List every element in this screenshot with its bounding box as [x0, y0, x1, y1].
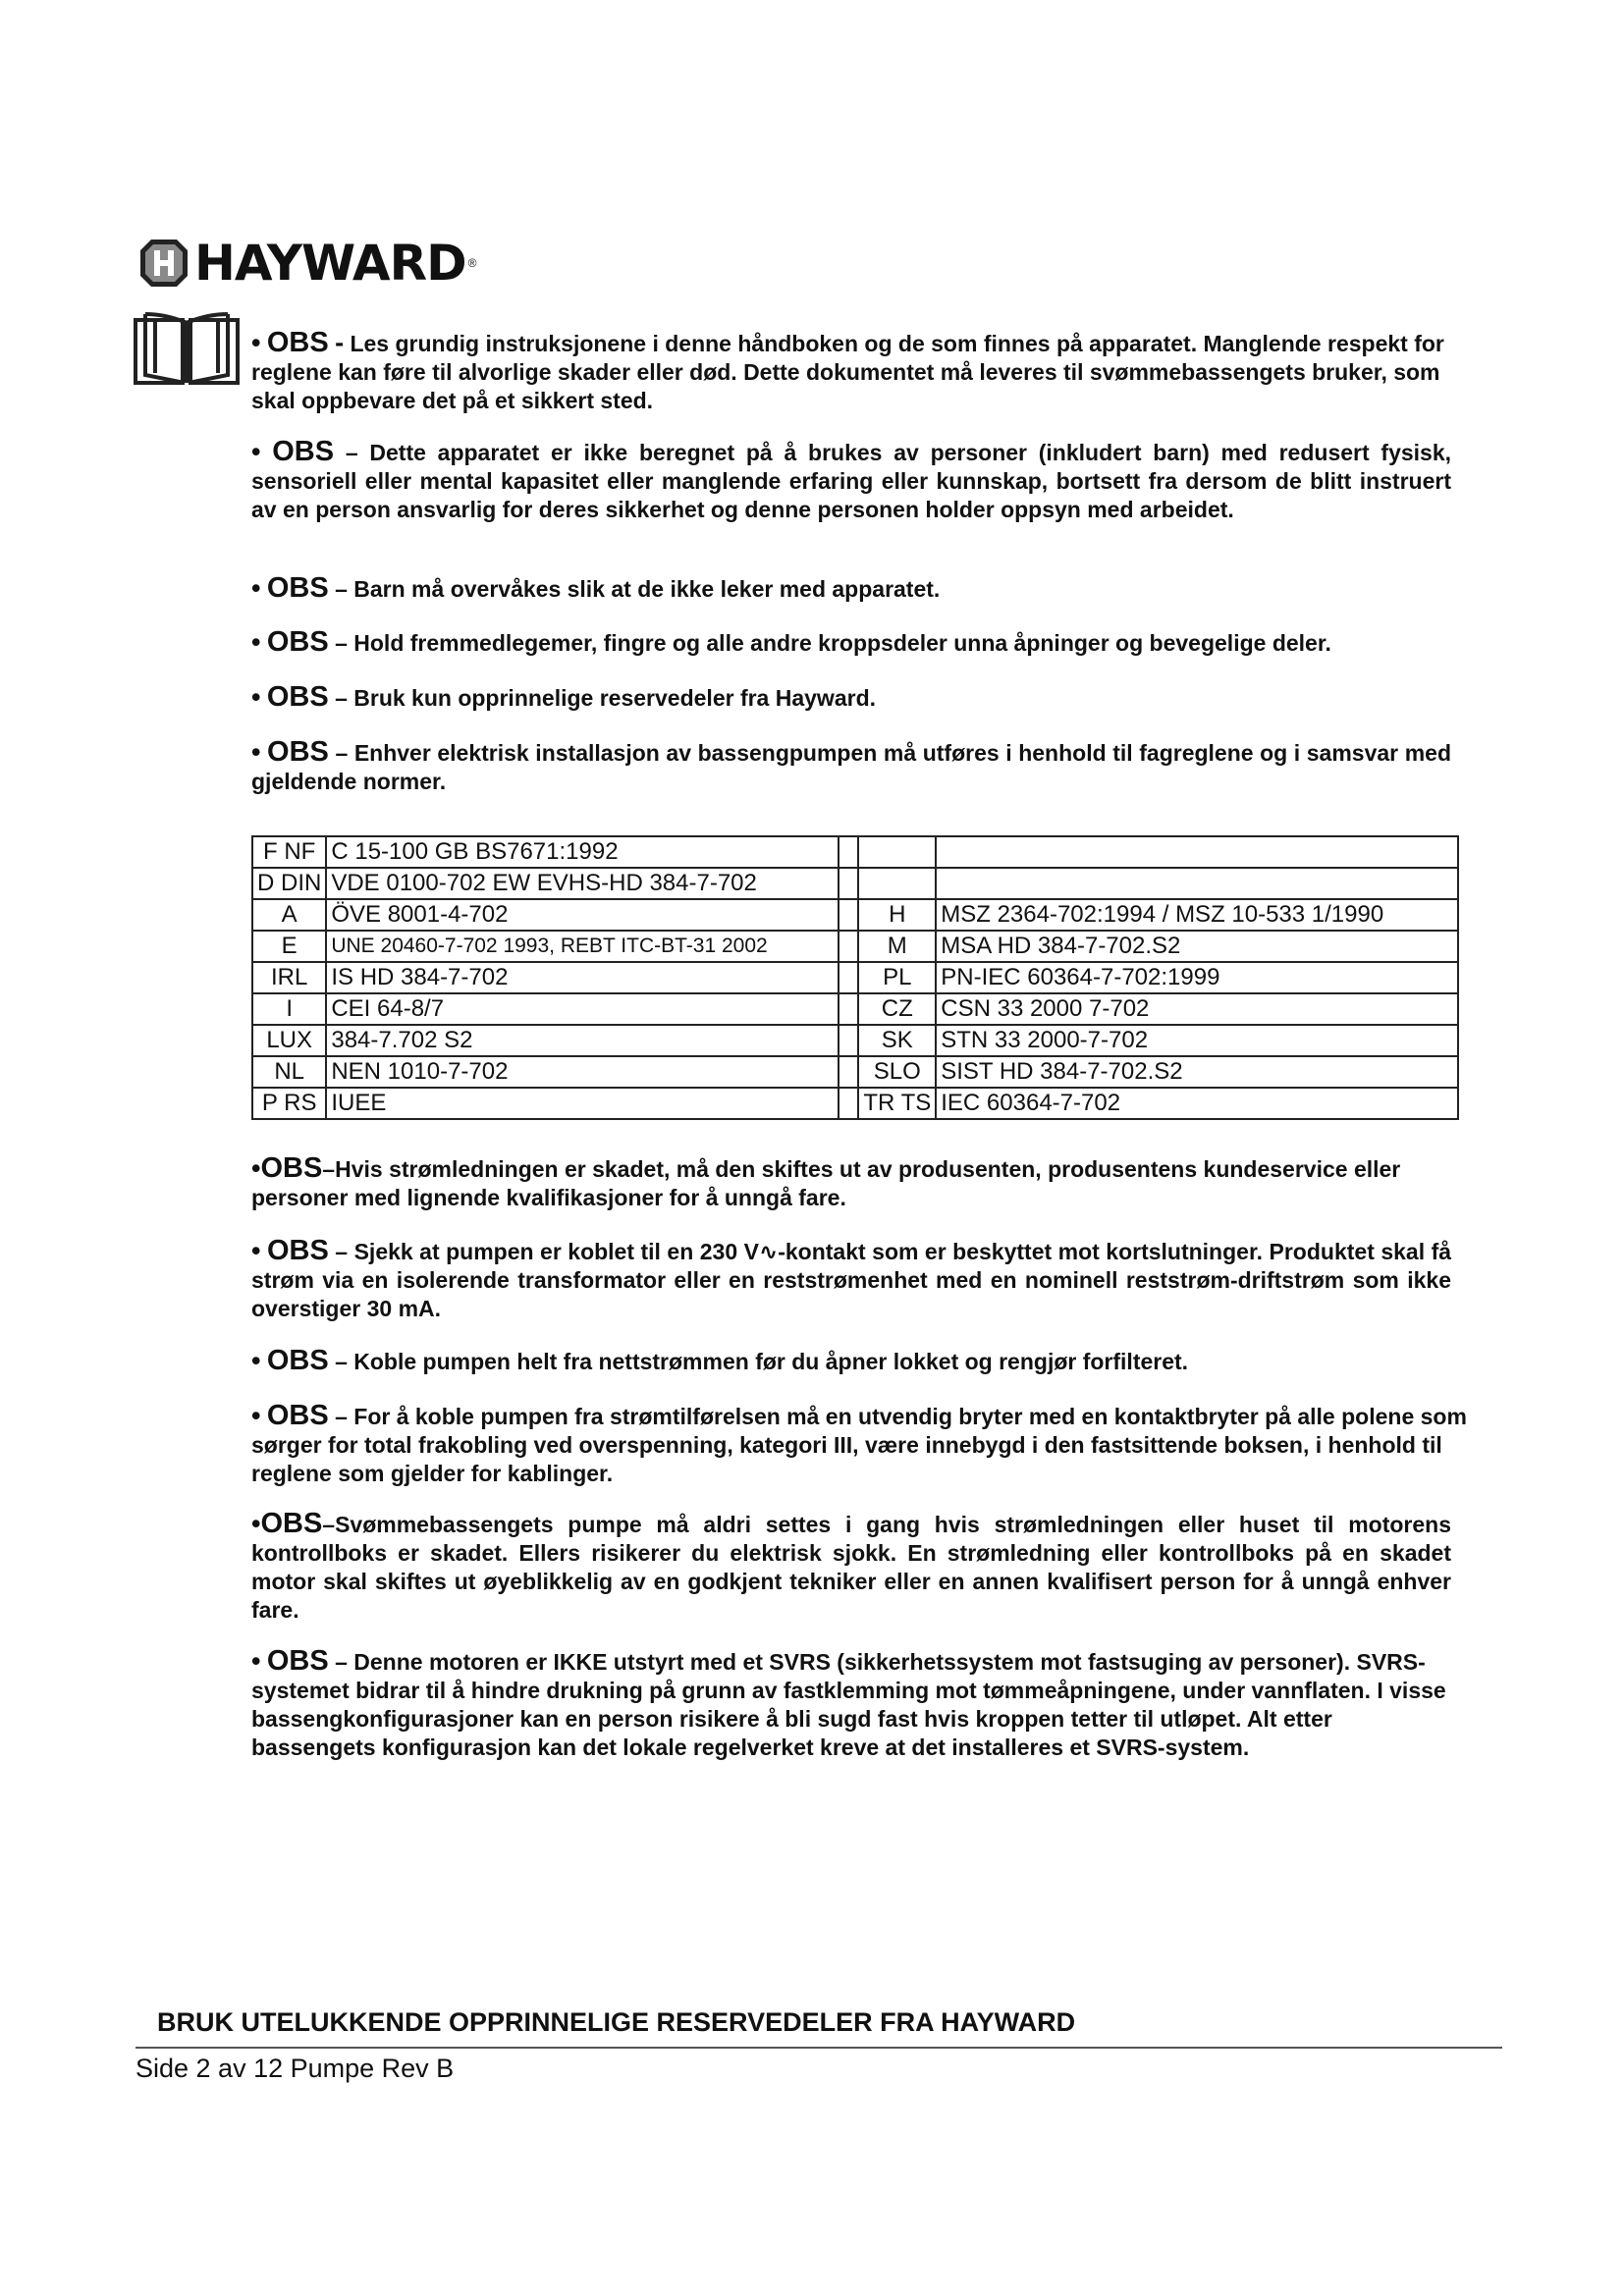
country-code: TR TS	[858, 1088, 936, 1119]
obs-label: OBS	[260, 1152, 323, 1184]
norm-name: CSN 33 2000 7-702	[936, 993, 1458, 1025]
table-row	[252, 962, 1458, 993]
norm-name: IS HD 384-7-702	[326, 962, 839, 993]
notice-text: Dette apparatet er ikke beregnet på å brukes av personer (inkludert barn) med redusert fysisk, sensoriell eller mental kapasitet eller manglende erfaring eller kunnskap, bortsett fra dersom de blitt instruert av en person ansvarlig for deres sikkerhet og denne personen holder oppsyn med arbeidet.	[251, 440, 1452, 522]
country-code: P RS	[252, 1088, 326, 1119]
country-code: M	[858, 931, 936, 962]
notice-6: • OBS – Enhver elektrisk installasjon av bassengpumpen må utføres i henhold til fagreglene og i samsvar med gjeldende normer.	[251, 736, 1451, 794]
column-gap	[839, 868, 858, 899]
column-gap	[839, 1025, 858, 1056]
column-gap	[839, 962, 858, 993]
country-code: D DIN	[252, 868, 326, 899]
obs-separator: –	[335, 576, 348, 602]
obs-label: OBS	[266, 327, 329, 358]
hayward-h-icon	[139, 239, 189, 288]
registered-mark: ®	[467, 256, 477, 270]
column-gap	[839, 931, 858, 962]
norm-name: C 15-100 GB BS7671:1992	[326, 836, 839, 868]
notice-text: Svømmebassengets pumpe må aldri settes i gang hvis strømledningen eller huset til motorens kontrollboks er skadet. Ellers risikerer du elektrisk sjokk. En strømledning eller kontrollboks på en skadet motor skal skiftes ut øyeblikkelig av en godkjent tekniker eller en annen kvalifisert person for å unngå enhver fare.	[251, 1512, 1451, 1623]
norm-name: 384-7.702 S2	[326, 1025, 839, 1056]
country-code: PL	[858, 962, 936, 993]
norm-name: SIST HD 384-7-702.S2	[936, 1056, 1458, 1088]
country-code: E	[252, 931, 326, 962]
table-row	[252, 1025, 1458, 1056]
country-code: SK	[858, 1025, 936, 1056]
notice-9: • OBS – Koble pumpen helt fra nettstrømmen før du åpner lokket og rengjør forfilteret.	[251, 1345, 1189, 1376]
obs-separator: –	[335, 740, 349, 766]
norm-name	[936, 868, 1458, 899]
obs-separator: –	[322, 1156, 336, 1182]
obs-label: OBS	[267, 736, 329, 768]
notice-8: • OBS – Sjekk at pumpen er koblet til en 230 V∿-kontakt som er beskyttet mot kortslutninger. Produktet skal få strøm via en isolerende transformator eller en reststrømenhet med en nominell reststrøm-driftstrøm som ikke overstiger 30 mA.	[251, 1235, 1452, 1321]
table-row	[252, 899, 1458, 931]
table-row	[252, 993, 1458, 1025]
notice-text: Sjekk at pumpen er koblet til en 230 V∿-kontakt som er beskyttet mot kortslutninger. Produktet skal få strøm via en isolerende transformator eller en reststrømenhet med en nominell reststrøm-driftstrøm som ikke overstiger 30 mA.	[251, 1239, 1452, 1321]
notice-5: • OBS – Bruk kun opprinnelige reservedeler fra Hayward.	[251, 681, 877, 713]
column-gap	[839, 993, 858, 1025]
country-code: NL	[252, 1056, 326, 1088]
norm-name	[936, 836, 1458, 868]
hayward-logo	[139, 236, 476, 291]
notice-11: •OBS–Svømmebassengets pumpe må aldri settes i gang hvis strømledningen eller huset til motorens kontrollboks er skadet. Ellers risikerer du elektrisk sjokk. En strømledning eller kontrollboks på en skadet motor skal skiftes ut øyeblikkelig av en godkjent tekniker eller en annen kvalifisert person for å unngå enhver fare.	[251, 1508, 1451, 1623]
obs-separator: –	[335, 1649, 348, 1675]
obs-separator: –	[335, 630, 348, 656]
norm-name: UNE 20460-7-702 1993, REBT ITC-BT-31 2002	[326, 931, 839, 962]
notice-text: Bruk kun opprinnelige reservedeler fra Hayward.	[353, 685, 877, 711]
column-gap	[839, 836, 858, 868]
country-code: A	[252, 899, 326, 931]
obs-label: OBS	[266, 626, 329, 658]
notice-4: • OBS – Hold fremmedlegemer, fingre og alle andre kroppsdeler unna åpninger og bevegelige deler.	[251, 626, 1331, 658]
obs-label: OBS	[266, 1235, 329, 1266]
norm-name: CEI 64-8/7	[326, 993, 839, 1025]
country-code	[858, 868, 936, 899]
table-row	[252, 1056, 1458, 1088]
norm-name: ÖVE 8001-4-702	[326, 899, 839, 931]
obs-separator: –	[335, 685, 348, 711]
country-code: IRL	[252, 962, 326, 993]
norm-name: IEC 60364-7-702	[936, 1088, 1458, 1119]
norm-name: MSZ 2364-702:1994 / MSZ 10-533 1/1990	[936, 899, 1458, 931]
obs-label: OBS	[266, 681, 329, 713]
column-gap	[839, 899, 858, 931]
notice-text: Les grundig instruksjonene i denne håndboken og de som finnes på apparatet. Manglende respekt for reglene kan føre til alvorlige skader eller død. Dette dokumentet må leveres til svømmebassengets bruker, som skal oppbevare det på et sikkert sted.	[251, 331, 1444, 413]
footer-divider	[135, 2047, 1502, 2049]
table-row	[252, 836, 1458, 868]
notice-12: • OBS – Denne motoren er IKKE utstyrt med et SVRS (sikkerhetssystem mot fastsuging av personer). SVRS-systemet bidrar til å hindre drukning på grunn av fastklemming mot tømmeåpningene, under vannflaten. I visse bassengkonfigurasjoner kan en person risikere å bli sugd fast hvis kroppen tetter til utløpet. Alt etter bassengets konfigurasjon kan det lokale regelverket kreve at det installeres et SVRS-system.	[251, 1645, 1446, 1760]
norm-name: MSA HD 384-7-702.S2	[936, 931, 1458, 962]
notice-10: • OBS – For å koble pumpen fra strømtilførelsen må en utvendig bryter med en kontaktbryter på alle polene som sørger for total frakobling ved overspenning, kategori III, være innebygd i den fastsittende boksen, i henhold til reglene som gjelder for kablinger.	[251, 1400, 1467, 1486]
notice-text: Enhver elektrisk installasjon av bassengpumpen må utføres i henhold til fagreglene og i samsvar med gjeldende normer.	[251, 740, 1451, 794]
country-code: F NF	[252, 836, 326, 868]
obs-label: OBS	[266, 1345, 329, 1376]
notice-1: • OBS - Les grundig instruksjonene i denne håndboken og de som finnes på apparatet. Manglende respekt for reglene kan føre til alvorlige skader eller død. Dette dokumentet må leveres til svømmebassengets bruker, som skal oppbevare det på et sikkert sted.	[251, 327, 1444, 413]
country-code: H	[858, 899, 936, 931]
notice-text: For å koble pumpen fra strømtilførelsen må en utvendig bryter med en kontaktbryter på alle polene som sørger for total frakobling ved overspenning, kategori III, være innebygd i den fastsittende boksen, i henhold til reglene som gjelder for kablinger.	[251, 1404, 1467, 1486]
obs-separator: –	[345, 440, 358, 465]
norm-name: IUEE	[326, 1088, 839, 1119]
obs-separator: –	[335, 1349, 348, 1374]
notice-text: Hvis strømledningen er skadet, må den skiftes ut av produsenten, produsentens kundeservice eller personer med lignende kvalifikasjoner for å unngå fare.	[251, 1156, 1401, 1210]
country-code: I	[252, 993, 326, 1025]
manual-book-icon	[132, 312, 242, 389]
norm-name: PN-IEC 60364-7-702:1999	[936, 962, 1458, 993]
notice-text: Koble pumpen helt fra nettstrømmen før du åpner lokket og rengjør forfilteret.	[353, 1349, 1189, 1374]
table-row	[252, 868, 1458, 899]
obs-separator: -	[335, 328, 345, 357]
country-code: CZ	[858, 993, 936, 1025]
country-code: LUX	[252, 1025, 326, 1056]
norm-name: STN 33 2000-7-702	[936, 1025, 1458, 1056]
column-gap	[839, 1088, 858, 1119]
country-code: SLO	[858, 1056, 936, 1088]
notice-7: •OBS–Hvis strømledningen er skadet, må den skiftes ut av produsenten, produsentens kundeservice eller personer med lignende kvalifikasjoner for å unngå fare.	[251, 1152, 1401, 1210]
notice-text: Hold fremmedlegemer, fingre og alle andre kroppsdeler unna åpninger og bevegelige deler.	[353, 630, 1331, 656]
obs-separator: –	[335, 1239, 349, 1264]
norms-table	[251, 835, 1459, 1120]
notice-text: Barn må overvåkes slik at de ikke leker med apparatet.	[353, 576, 941, 602]
notice-2: • OBS – Dette apparatet er ikke beregnet på å brukes av personer (inkludert barn) med redusert fysisk, sensoriell eller mental kapasitet eller manglende erfaring eller kunnskap, bortsett fra dersom de blitt instruert av en person ansvarlig for deres sikkerhet og denne personen holder oppsyn med arbeidet.	[251, 436, 1452, 522]
page-info: Side 2 av 12 Pumpe Rev B	[135, 2054, 455, 2083]
brand-name: HAYWARD	[194, 235, 466, 292]
notice-3: • OBS – Barn må overvåkes slik at de ikke leker med apparatet.	[251, 572, 941, 604]
obs-separator: –	[322, 1512, 336, 1537]
obs-label: OBS	[266, 1400, 329, 1431]
obs-label: OBS	[272, 436, 335, 467]
table-row	[252, 1088, 1458, 1119]
norm-name: NEN 1010-7-702	[326, 1056, 839, 1088]
country-code	[858, 836, 936, 868]
column-gap	[839, 1056, 858, 1088]
obs-label: OBS	[260, 1508, 323, 1539]
notice-text: Denne motoren er IKKE utstyrt med et SVRS (sikkerhetssystem mot fastsuging av personer). SVRS-systemet bidrar til å hindre drukning på grunn av fastklemming mot tømmeåpningene, under vannflaten. I visse bassengkonfigurasjoner kan en person risikere å bli sugd fast hvis kroppen tetter til utløpet. Alt etter bassengets konfigurasjon kan det lokale regelverket kreve at det installeres et SVRS-system.	[251, 1649, 1446, 1760]
table-row	[252, 931, 1458, 962]
obs-label: OBS	[266, 572, 329, 604]
footer-title: BRUK UTELUKKENDE OPPRINNELIGE RESERVEDELER FRA HAYWARD	[157, 2007, 1076, 2037]
obs-separator: –	[335, 1404, 348, 1429]
norm-name: VDE 0100-702 EW EVHS-HD 384-7-702	[326, 868, 839, 899]
obs-label: OBS	[266, 1645, 329, 1677]
